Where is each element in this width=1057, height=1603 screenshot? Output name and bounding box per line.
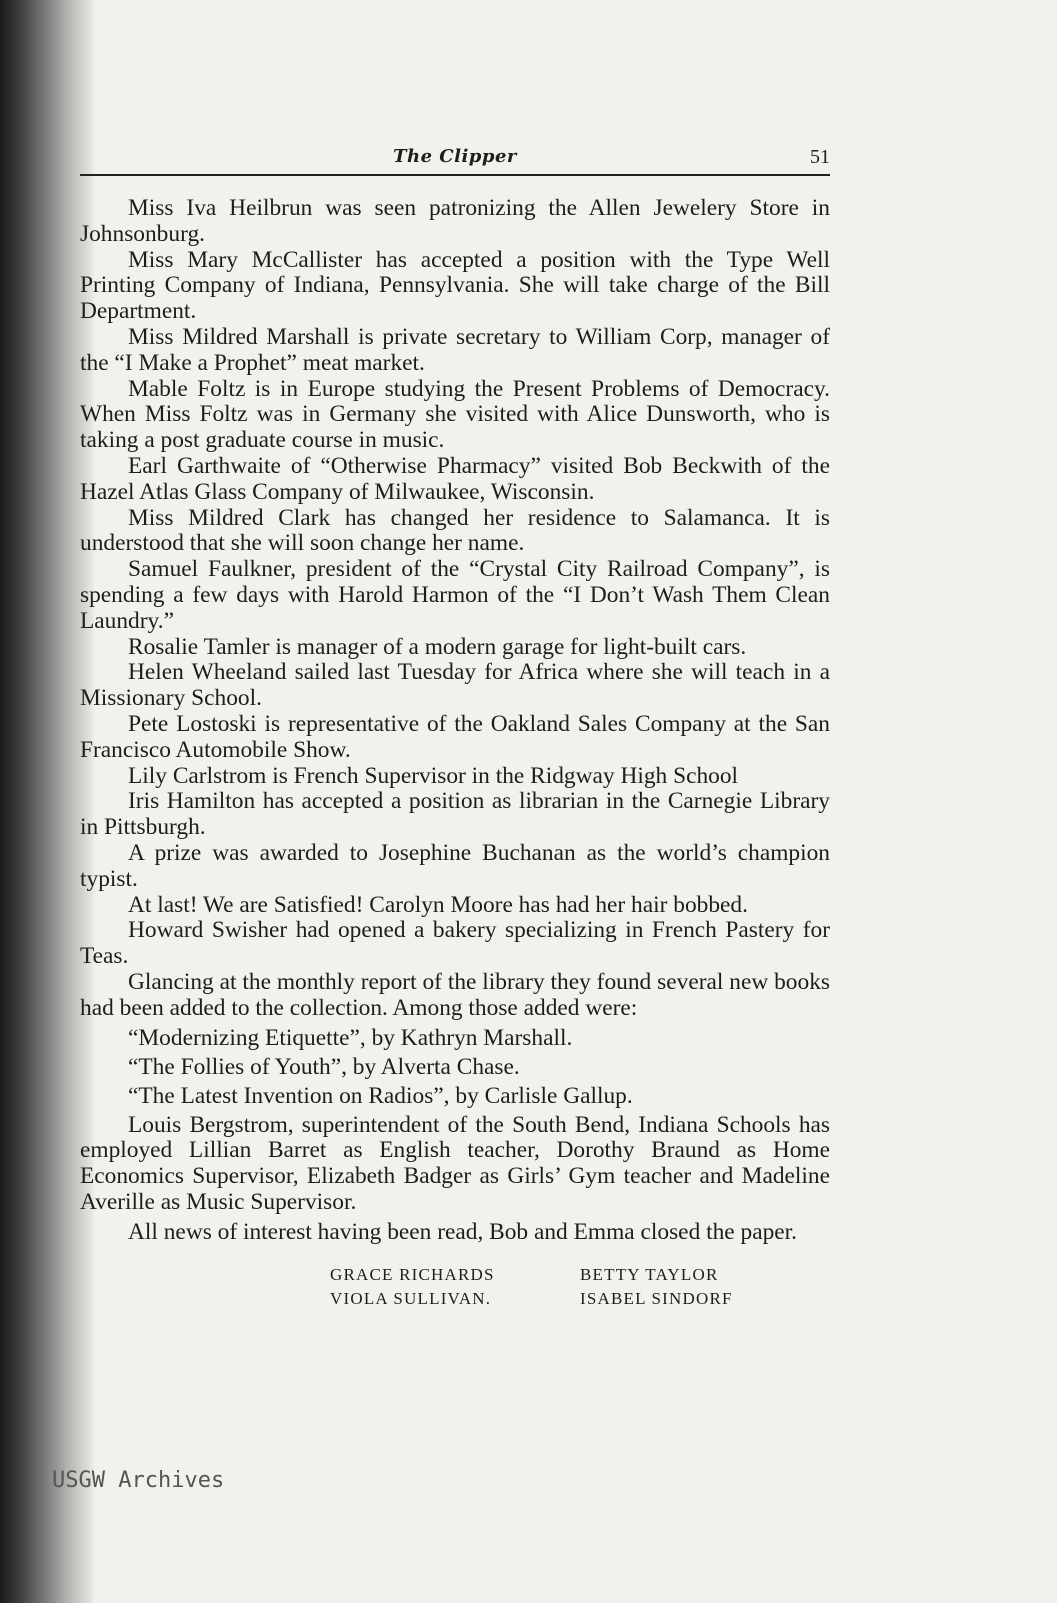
document-page <box>80 140 830 1309</box>
author-name: ISABEL SINDORF <box>580 1289 733 1309</box>
closing-paragraph: All news of interest having been read, Bob and Emma closed the paper. <box>128 1218 798 1245</box>
page-number: 51 <box>810 146 830 168</box>
news-paragraph: Iris Hamilton has accepted a position as librarian in the Carnegie Library in Pittsburgh. <box>80 788 830 841</box>
author-name: VIOLA SULLIVAN. <box>330 1289 492 1309</box>
running-title: The Clipper <box>393 146 517 167</box>
news-paragraph: Miss Iva Heilbrun was seen patronizing the Allen Jewelery Store in Johnsonburg. <box>80 195 830 247</box>
news-paragraph: Mable Foltz is in Europe studying the Present Problems of Democracy. When Miss Foltz was in Germany she visited with Alice Dunsworth, who is taking a post graduate course in music. <box>80 375 830 454</box>
news-paragraph: Miss Mildred Marshall is private secretary to William Corp, manager of the “I Make a Prophet” meat market. <box>80 323 830 376</box>
author-signatures <box>330 1265 830 1309</box>
archive-watermark: USGW Archives <box>52 1468 225 1493</box>
news-paragraph: Rosalie Tamler is manager of a modern garage for light-built cars. <box>128 633 747 660</box>
news-paragraph: At last! We are Satisfied! Carolyn Moore has had her hair bobbed. <box>128 891 748 918</box>
news-paragraph: Glancing at the monthly report of the library they found several new books had been added to the collection. Among those added were: <box>80 968 830 1021</box>
author-name: BETTY TAYLOR <box>580 1265 719 1285</box>
page-header <box>80 140 830 176</box>
article-body <box>80 196 830 1245</box>
book-title-line: “The Latest Invention on Radios”, by Carlisle Gallup. <box>128 1082 633 1109</box>
news-paragraph: Helen Wheeland sailed last Tuesday for Africa where she will teach in a Missionary School. <box>80 659 830 712</box>
news-paragraph: Pete Lostoski is representative of the Oakland Sales Company at the San Francisco Automobile Show. <box>80 710 830 763</box>
news-paragraph: Howard Swisher had opened a bakery specializing in French Pastery for Teas. <box>80 917 830 970</box>
book-title-line: “The Follies of Youth”, by Alverta Chase. <box>128 1053 520 1080</box>
book-title-line: “Modernizing Etiquette”, by Kathryn Marshall. <box>128 1024 573 1051</box>
author-name: GRACE RICHARDS <box>330 1265 495 1285</box>
closing-paragraph: Louis Bergstrom, superintendent of the South Bend, Indiana Schools has employed Lillian Barret as English teacher, Dorothy Braund as Home Economics Supervisor, Elizabeth Badger as Girls’ Gym teacher and Madeline Averille as Music Supervisor. <box>80 1111 830 1215</box>
news-paragraph: Samuel Faulkner, president of the “Crystal City Railroad Company”, is spending a few days with Harold Harmon of the “I Don’t Wash Them Clean Laundry.” <box>80 556 830 634</box>
news-paragraph: Miss Mary McCallister has accepted a position with the Type Well Printing Company of Indiana, Pennsylvania. She will take charge of the Bill Department. <box>80 246 830 325</box>
news-paragraph: A prize was awarded to Josephine Buchanan as the world’s champion typist. <box>80 839 830 892</box>
news-paragraph: Earl Garthwaite of “Otherwise Pharmacy” visited Bob Beckwith of the Hazel Atlas Glass Company of Milwaukee, Wisconsin. <box>80 452 830 505</box>
news-paragraph: Miss Mildred Clark has changed her residence to Salamanca. It is understood that she will soon change her name. <box>80 504 830 557</box>
news-paragraph: Lily Carlstrom is French Supervisor in the Ridgway High School <box>128 762 739 789</box>
